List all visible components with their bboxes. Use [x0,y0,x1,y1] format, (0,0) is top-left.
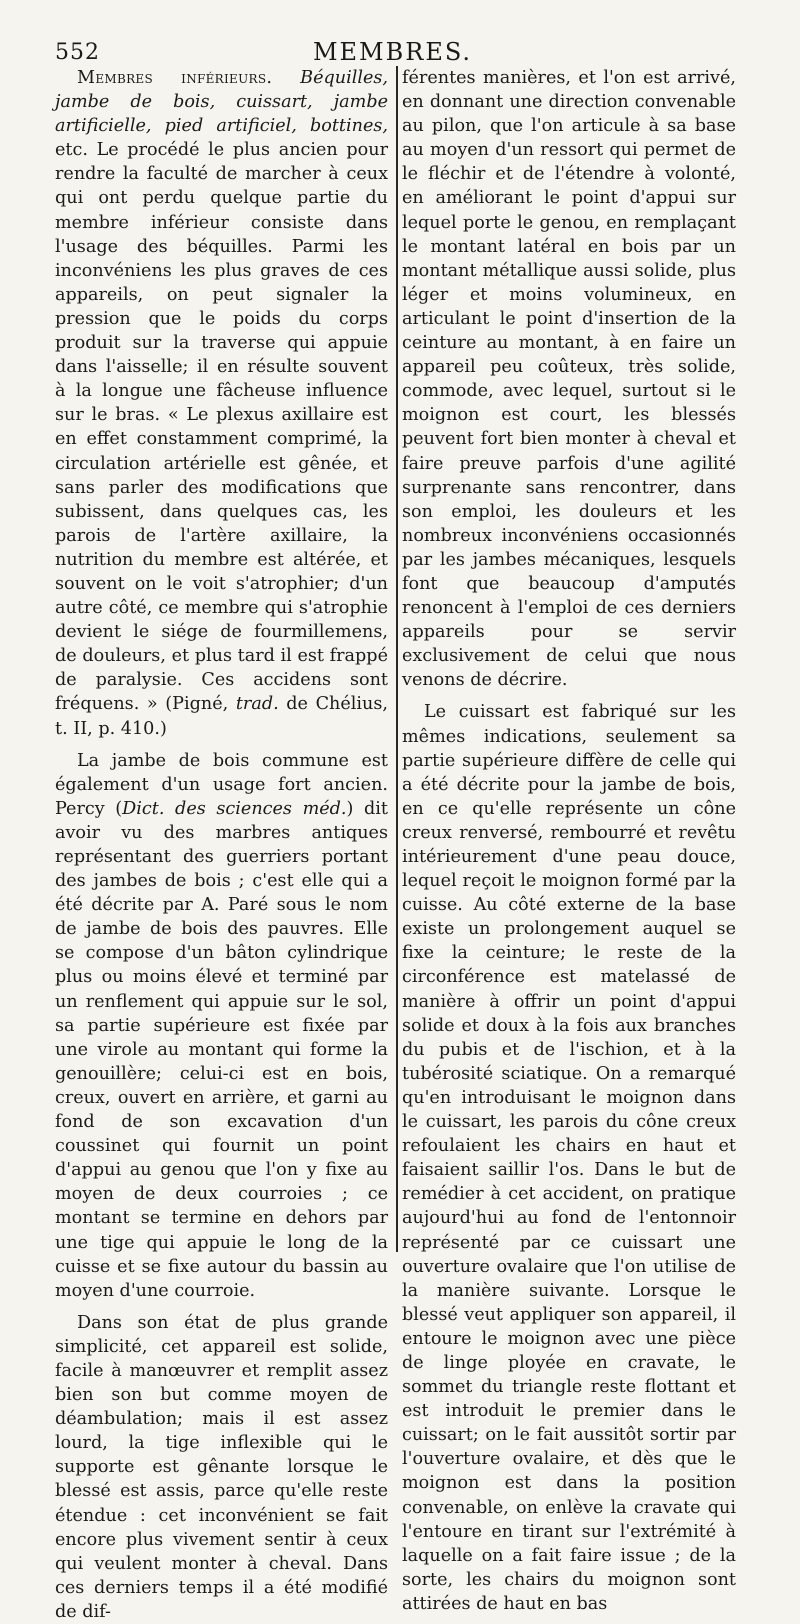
citation-trad: trad. [235,694,279,715]
paragraph-membres-inferieurs [55,66,388,741]
left-column [55,66,388,1622]
page-number: 552 [55,40,100,65]
paragraph-text: La jambe de bois commune est également d'un usage fort ancien. Percy ( [55,750,388,819]
paragraph-simplicite: Dans son état de plus grande simplicité, cet appareil est solide, facile à manœuvrer et remplit assez bien son but comme moyen de déambulation; mais il est assez lourd, la tige inflexible qui le supporte est gênante lorsque le blessé est assis, parce qu'elle reste étendue : cet inconvénient se fait encore plus vivement sentir à ceux qui veulent monter à cheval. Dans ces derniers temps il a été modifié de dif- [55,1312,388,1622]
paragraph-jambe-de-bois [55,749,388,1303]
paragraph-cuissart: Le cuissart est fabriqué sur les mêmes indications, seulement sa partie supérieure diffère de celle qui a été décrite pour la jambe de bois, en ce qu'elle représente un cône creux renversé, rembourré et revêtu intérieurement d'une peau douce, lequel reçoit le moignon formé par la cuisse. Au côté externe de la base existe un prolongement auquel se fixe la ceinture; le reste de la circonférence est matelassé de manière à offrir un point d'appui solide et doux à la fois aux branches du pubis et de l'ischion, et à la tubérosité sciatique. On a remarqué qu'en introduisant le moignon dans le cuissart, les parois du cône creux refoulaient les chairs en haut et faisaient saillir l'os. Dans le but de remédier à cet accident, on pratique aujourd'hui au fond de l'entonnoir représenté par ce cuissart une ouverture ovalaire que l'on utilise de la manière suivante. Lorsque le blessé veut appliquer son appareil, il entoure le moignon avec une pièce de linge ployée en cravate, le sommet du triangle reste flottant et est introduit le premier dans le cuissart; on le fait aussitôt sortir par l'ouverture ovalaire, et dès que le moignon est dans la position convenable, on enlève la cravate qui l'entoure en tirant sur l'extrémité à laquelle on a fait faire issue ; de la sorte, les chairs du moignon sont attirées de haut en bas [402,702,736,1614]
right-column [402,66,736,1614]
paragraph-text: ) dit avoir vu des marbres antiques représentant des guerriers portant des jambes de bois ; c'est elle qui a été décrite par A. Paré sous le nom de jambe de bois des pauvres. Elle se compose d'un bâton cylindrique plus ou moins élevé et terminé par un renflement qui appuie sur le sol, sa partie supérieure est fixée par une virole au montant qui forme la genouillère; celui-ci est en bois, creux, ouvert en arrière, et garni au fond de son excavation d'un coussinet qui fournit un point d'appui au genou que l'on y fixe au moyen de deux courroies ; ce montant se termine en dehors par une tige qui appuie le long de la cuisse et se fixe autour du bassin au moyen d'une courroie. [55,798,388,1301]
paragraph-continuation: férentes manières, et l'on est arrivé, en donnant une direction convenable au pilon, que l'on articule à sa base au moyen d'un ressort qui permet de le fléchir et de l'étendre à volonté, en améliorant le point d'appui sur lequel porte le genou, en remplaçant le montant latéral en bois par un montant métallique aussi solide, plus léger et moins volumineux, en articulant le point d'insertion de la ceinture au montant, à en faire un appareil peu coûteux, très solide, commode, avec lequel, surtout si le moignon est court, les blessés peuvent fort bien monter à cheval et faire preuve parfois d'une agilité surprenante sans rencontrer, dans son emploi, les douleurs et les nombreux inconvéniens occasionnés par les jambes mécaniques, lesquels font que beaucoup d'amputés renoncent à l'emploi de ces derniers appareils pour se servir exclusivement de celui que nous venons de décrire. [402,68,736,691]
page-header [55,36,730,70]
section-terms: Béquilles, jambe de bois, cuissart, jambe artificielle, pied artificiel, bottines, [55,68,388,137]
citation-dict: Dict. des sciences méd. [122,798,347,819]
paragraph-text: etc. Le procédé le plus ancien pour rendre la faculté de marcher à ceux qui ont perdu quelque partie du membre inférieur consiste dans l'usage des béquilles. Parmi les inconvéniens les plus graves de ces appareils, on peut signaler la pression que le poids du corps produit sur la traverse qui appuie dans l'aisselle; il en résulte souvent à la longue une fâcheuse influence sur le bras. « Le plexus axillaire est en effet constamment comprimé, la circulation artérielle est gênée, et sans parler des modifications que subissent, dans quelques cas, les parois de l'artère axillaire, la nutrition du membre est altérée, et souvent on le voit s'atrophier; d'un autre côté, ce membre qui s'atrophie devient le siége de fourmillemens, de douleurs, et plus tard il est frappé de paralysie. Ces accidens sont fréquens. » (Pigné, [55,140,388,715]
running-title: MEMBRES. [312,38,473,66]
column-divider [396,66,398,1252]
citation-end: de Chélius, t. II, p. 410.) [55,694,388,739]
section-heading: Membres inférieurs. [77,68,273,88]
